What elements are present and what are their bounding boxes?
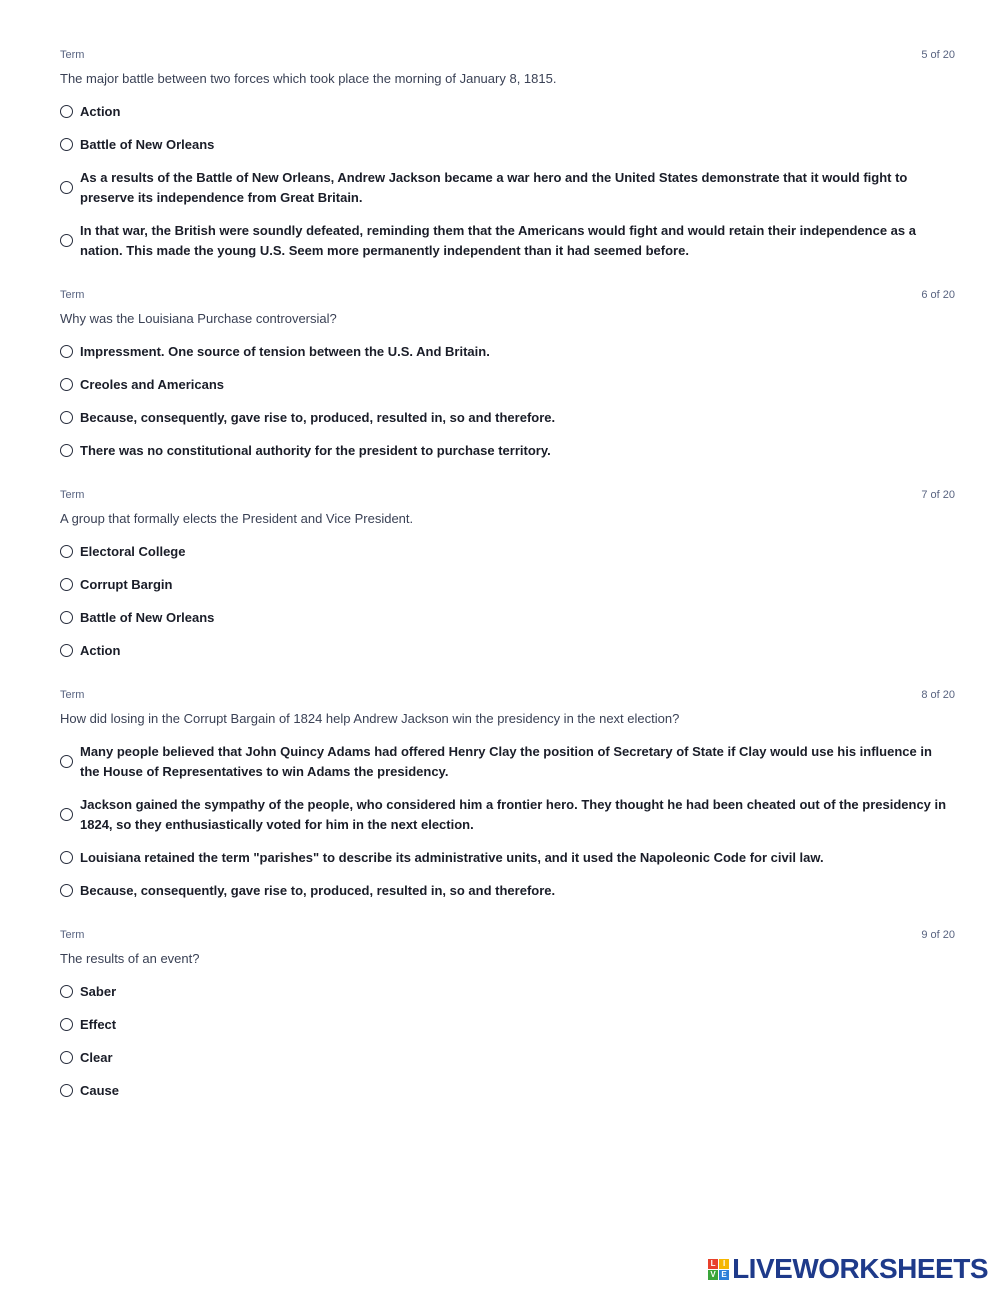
answer-option-label: Corrupt Bargin xyxy=(80,576,173,592)
answer-options xyxy=(60,535,955,667)
question-counter: 6 of 20 xyxy=(921,289,955,301)
question-header xyxy=(60,47,955,63)
radio-circle-icon[interactable] xyxy=(60,985,73,998)
question-prompt: How did losing in the Corrupt Bargain of 1824 help Andrew Jackson win the presidency in the next election? xyxy=(60,711,680,726)
question-counter: 9 of 20 xyxy=(921,929,955,941)
radio-circle-icon[interactable] xyxy=(60,138,73,151)
question-prompt: The major battle between two forces which took place the morning of January 8, 1815. xyxy=(60,71,557,86)
liveworksheets-logo xyxy=(708,1254,988,1284)
answer-option[interactable] xyxy=(60,568,955,601)
answer-option-label: Cause xyxy=(80,1082,120,1098)
radio-circle-icon[interactable] xyxy=(60,105,73,118)
radio-circle-icon[interactable] xyxy=(60,411,73,424)
logo-letter-tile: E xyxy=(719,1270,729,1280)
answer-option[interactable] xyxy=(60,788,955,841)
answer-option[interactable] xyxy=(60,841,955,874)
question-counter: 5 of 20 xyxy=(921,49,955,61)
radio-circle-icon[interactable] xyxy=(60,1018,73,1031)
logo-letter-tile: L xyxy=(708,1259,718,1269)
live-logo-icon xyxy=(708,1259,729,1280)
answer-option[interactable] xyxy=(60,735,955,788)
radio-circle-icon[interactable] xyxy=(60,884,73,897)
radio-circle-icon[interactable] xyxy=(60,234,73,247)
answer-option-label: Effect xyxy=(80,1016,117,1032)
answer-option[interactable] xyxy=(60,368,955,401)
question-card xyxy=(60,927,955,1107)
answer-option[interactable] xyxy=(60,874,955,907)
question-header xyxy=(60,487,955,503)
radio-circle-icon[interactable] xyxy=(60,611,73,624)
answer-option-label: Battle of New Orleans xyxy=(80,136,215,152)
answer-option[interactable] xyxy=(60,401,955,434)
question-header xyxy=(60,687,955,703)
answer-options xyxy=(60,735,955,907)
answer-option-label: Because, consequently, gave rise to, produced, resulted in, so and therefore. xyxy=(80,409,556,425)
answer-option-label: Jackson gained the sympathy of the people, who considered him a frontier hero. They thought he had been cheated out of the presidency in 1824, so they enthusiastically voted for him in the next election. xyxy=(80,796,947,832)
answer-option-label: Clear xyxy=(80,1049,113,1065)
question-counter: 7 of 20 xyxy=(921,489,955,501)
answer-option[interactable] xyxy=(60,601,955,634)
radio-circle-icon[interactable] xyxy=(60,181,73,194)
question-type-label: Term xyxy=(60,689,85,701)
answer-option[interactable] xyxy=(60,214,955,267)
question-card xyxy=(60,287,955,467)
radio-circle-icon[interactable] xyxy=(60,545,73,558)
brand-name: LIVEWORKSHEETS xyxy=(732,1253,988,1284)
answer-options xyxy=(60,95,955,267)
answer-option-label: Battle of New Orleans xyxy=(80,609,215,625)
answer-option-label: Electoral College xyxy=(80,543,186,559)
question-header xyxy=(60,927,955,943)
answer-option[interactable] xyxy=(60,161,955,214)
radio-circle-icon[interactable] xyxy=(60,345,73,358)
answer-option[interactable] xyxy=(60,1008,955,1041)
question-type-label: Term xyxy=(60,49,85,61)
radio-circle-icon[interactable] xyxy=(60,808,73,821)
question-header xyxy=(60,287,955,303)
quiz-content xyxy=(60,47,955,1127)
answer-option-label: Impressment. One source of tension between the U.S. And Britain. xyxy=(80,343,490,359)
logo-letter-tile: V xyxy=(708,1270,718,1280)
answer-option[interactable] xyxy=(60,975,955,1008)
radio-circle-icon[interactable] xyxy=(60,378,73,391)
answer-option-label: There was no constitutional authority for the president to purchase territory. xyxy=(80,442,551,458)
radio-circle-icon[interactable] xyxy=(60,644,73,657)
question-prompt: A group that formally elects the President and Vice President. xyxy=(60,511,414,526)
question-card xyxy=(60,47,955,267)
answer-option[interactable] xyxy=(60,335,955,368)
answer-option[interactable] xyxy=(60,535,955,568)
question-prompt: Why was the Louisiana Purchase controversial? xyxy=(60,311,337,326)
answer-option-label: Action xyxy=(80,642,121,658)
question-type-label: Term xyxy=(60,289,85,301)
answer-option[interactable] xyxy=(60,1041,955,1074)
answer-option[interactable] xyxy=(60,634,955,667)
answer-option-label: Louisiana retained the term "parishes" to describe its administrative units, and it used the Napoleonic Code for civil law. xyxy=(80,849,824,865)
answer-options xyxy=(60,335,955,467)
answer-option-label: Action xyxy=(80,103,121,119)
answer-option[interactable] xyxy=(60,1074,955,1107)
answer-option[interactable] xyxy=(60,434,955,467)
question-card xyxy=(60,487,955,667)
radio-circle-icon[interactable] xyxy=(60,755,73,768)
answer-option[interactable] xyxy=(60,95,955,128)
question-counter: 8 of 20 xyxy=(921,689,955,701)
answer-option-label: Saber xyxy=(80,983,117,999)
question-card xyxy=(60,687,955,907)
answer-option-label: As a results of the Battle of New Orleans, Andrew Jackson became a war hero and the United States demonstrate that it would fight to preserve its independence from Great Britain. xyxy=(80,169,908,205)
question-type-label: Term xyxy=(60,489,85,501)
question-type-label: Term xyxy=(60,929,85,941)
logo-letter-tile: I xyxy=(719,1259,729,1269)
radio-circle-icon[interactable] xyxy=(60,1051,73,1064)
answer-option-label: Creoles and Americans xyxy=(80,376,225,392)
radio-circle-icon[interactable] xyxy=(60,851,73,864)
radio-circle-icon[interactable] xyxy=(60,578,73,591)
question-prompt: The results of an event? xyxy=(60,951,200,966)
answer-options xyxy=(60,975,955,1107)
radio-circle-icon[interactable] xyxy=(60,444,73,457)
answer-option-label: Because, consequently, gave rise to, produced, resulted in, so and therefore. xyxy=(80,882,556,898)
radio-circle-icon[interactable] xyxy=(60,1084,73,1097)
answer-option-label: Many people believed that John Quincy Adams had offered Henry Clay the position of Secretary of State if Clay would use his influence in the House of Representatives to win Adams the presidency. xyxy=(80,743,932,779)
answer-option[interactable] xyxy=(60,128,955,161)
answer-option-label: In that war, the British were soundly defeated, reminding them that the Americans would fight and would retain their independence as a nation. This made the young U.S. Seem more permanently independent than it had seemed before. xyxy=(80,222,916,258)
